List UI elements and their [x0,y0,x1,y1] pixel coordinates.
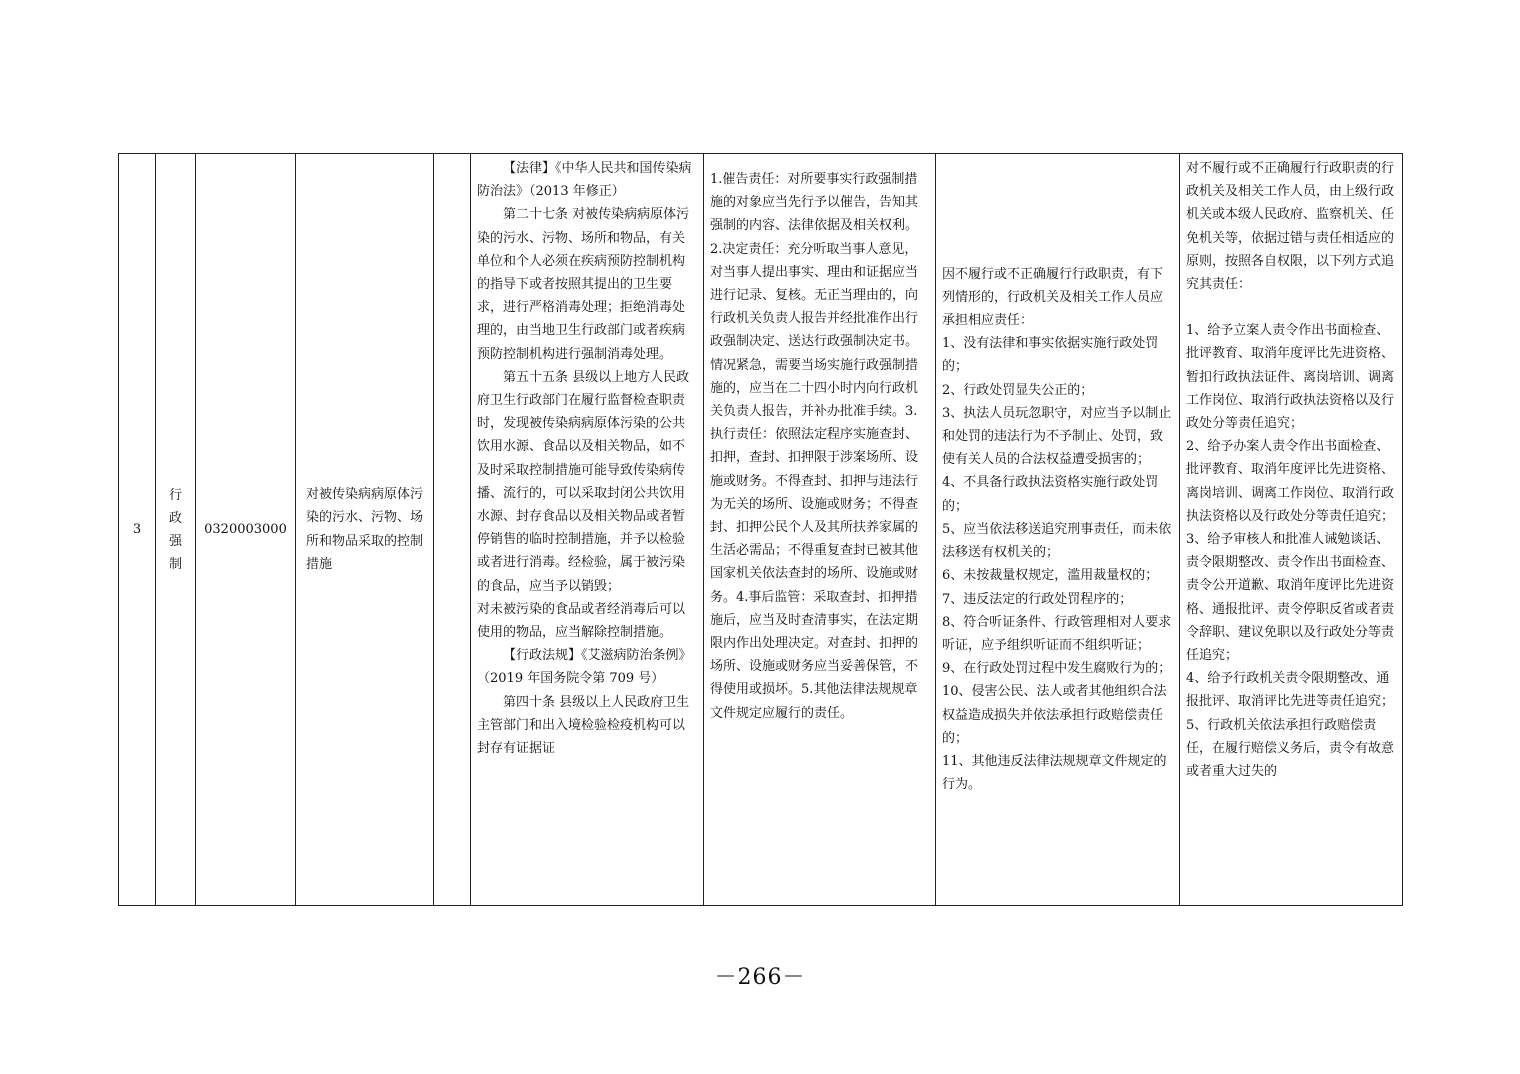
table-row [119,154,1403,906]
power-code: 0320003000 [204,521,287,537]
liability-item: 10、侵害公民、法人或者其他组织合法权益造成损失并依法承担行政赔偿责任的； [942,684,1167,746]
liability-item: 3、执法人员玩忽职守，对应当予以制止和处罚的违法行为不予制止、处罚，致使有关人员的合法权益遭受损害的； [942,405,1172,468]
legal-basis-paragraph: 第五十五条 县级以上地方人民政府卫生行政部门在履行监督检查职责时，发现被传染病病原体污染的公共饮用水源、食品以及相关物品，如不及时采取控制措施可能导致传染病传播、流行的，可以采取封闭公共饮用水源、封存食品以及相关物品或者暂停销售的临时控制措施，并予以检验或者进行消毒。经检验，属于被污染的食品，应当予以销毁； [477,369,690,594]
legal-basis-paragraph: 【行政法规】《艾滋病防治条例》（2019 年国务院令第 709 号） [477,648,692,687]
liability-item: 4、不具备行政执法资格实施行政处罚的； [942,475,1159,514]
power-list-table [118,153,1403,906]
liability-item: 11、其他违反法律法规规章文件规定的行为。 [942,753,1167,793]
spacer [1186,296,1396,319]
power-type-char: 强 [168,533,182,549]
accountability-item: 3、给予审核人和批准人诫勉谈话、责令限期整改、责令作出书面检查、责令公开道歉、取消年度评比先进资格、通报批评、责令停职反省或者责令辞职、建议免职以及行政处分等责任追究； [1186,532,1395,664]
liability-item: 2、行政处罚显失公正的； [942,382,1094,398]
liability-item: 8、符合听证条件、行政管理相对人要求听证，应予组织听证而不组织听证； [942,614,1172,653]
page-number: －266－ [714,965,806,990]
power-type-char: 行 [168,487,182,503]
accountability-cell [1180,154,1403,906]
accountability-item: 2、给予办案人责令作出书面检查、批评教育、取消年度评比先进资格、离岗培训、调离工作岗位、取消行政执法资格以及行政处分等责任追究； [1186,439,1395,524]
row-number: 3 [132,521,142,537]
liability-item: 6、未按裁量权规定，滥用裁量权的； [942,568,1159,584]
power-name: 对被传染病病原体污染的污水、污物、场所和物品采取的控制措施 [306,487,424,572]
legal-basis-paragraph: 【法律】《中华人民共和国传染病防治法》（2013 年修正） [477,161,692,200]
duty-text: 1.催告责任：对所要事实行政强制措施的对象应当先行予以催告，告知其强制的内容、法律依据及相关权利。2.决定责任：充分听取当事人意见，对当事人提出事实、理由和证据应当进行记录、复核。无正当理由的，向行政机关负责人报告并经批准作出行政强制决定、送达行政强制决定书。情况紧急，需要当场实施行政强制措施的，应当在二十四小时内向行政机关负责人报告，并补办批准手续。3.执行责任：依照法定程序实施查封、扣押，查封、扣押限于涉案场所、设施或财务。不得查封、扣押与违法行为无关的场所、设施或财务；不得查封、扣押公民个人及其所扶养家属的生活必需品；不得重复查封已被其他国家机关依法查封的场所、设施或财务。4.事后监管：采取查封、扣押措施后，应当及时查清事实，在法定期限内作出处理决定。对查封、扣押的场所、设施或财务应当妥善保管，不得使用或损坏。5.其他法律法规规章文件规定应履行的责任。 [710,172,919,721]
liability-item: 7、违反法定的行政处罚程序的； [942,591,1133,607]
legal-basis-cell [471,154,704,906]
legal-basis-paragraph: 对未被污染的食品或者经消毒后可以使用的物品，应当解除控制措施。 [477,601,686,641]
liability-item: 5、应当依法移送追究刑事责任，而未依法移送有权机关的； [942,521,1172,561]
power-type-cell [156,154,196,906]
accountability-intro: 对不履行或不正确履行行政职责的行政机关及相关工作人员，由上级行政机关或本级人民政府、监察机关、任免机关等，依据过错与责任相适应的原则，按照各自权限，以下列方式追究其责任： [1186,161,1395,293]
liability-cell [936,154,1180,906]
accountability-item: 4、给予行政机关责令限期整改、通报批评、取消评比先进等责任追究； [1186,671,1395,710]
duty-cell [704,154,936,906]
liability-item: 1、没有法律和事实依据实施行政处罚的； [942,336,1159,375]
legal-basis-paragraph: 第四十条 县级以上人民政府卫生主管部门和出入境检验检疫机构可以封存有证据证 [477,694,690,757]
legal-basis-paragraph: 第二十七条 对被传染病病原体污染的污水、污物、场所和物品，有关单位和个人必须在疾病预防控制机构的指导下或者按照其提出的卫生要求，进行严格消毒处理；拒绝消毒处理的，由当地卫生行政部门或者疾病预防控制机构进行强制消毒处理。 [477,207,690,362]
accountability-item: 5、行政机关依法承担行政赔偿责任，在履行赔偿义务后，责令有故意或者重大过失的 [1186,717,1395,780]
liability-intro: 因不履行或不正确履行行政职责，有下列情形的，行政机关及相关工作人员应承担相应责任： [942,266,1164,329]
liability-item: 9、在行政处罚过程中发生腐败行为的； [942,661,1172,677]
empty-cell [434,154,471,906]
row-number-cell [119,154,156,906]
power-name-cell [296,154,434,906]
power-type-char: 政 [168,510,182,526]
accountability-item: 1、给予立案人责令作出书面检查、批评教育、取消年度评比先进资格、暂扣行政执法证件、离岗培训、调离工作岗位、取消行政执法资格以及行政处分等责任追究； [1186,323,1395,432]
power-code-cell [196,154,296,906]
power-type-char: 制 [168,556,182,572]
